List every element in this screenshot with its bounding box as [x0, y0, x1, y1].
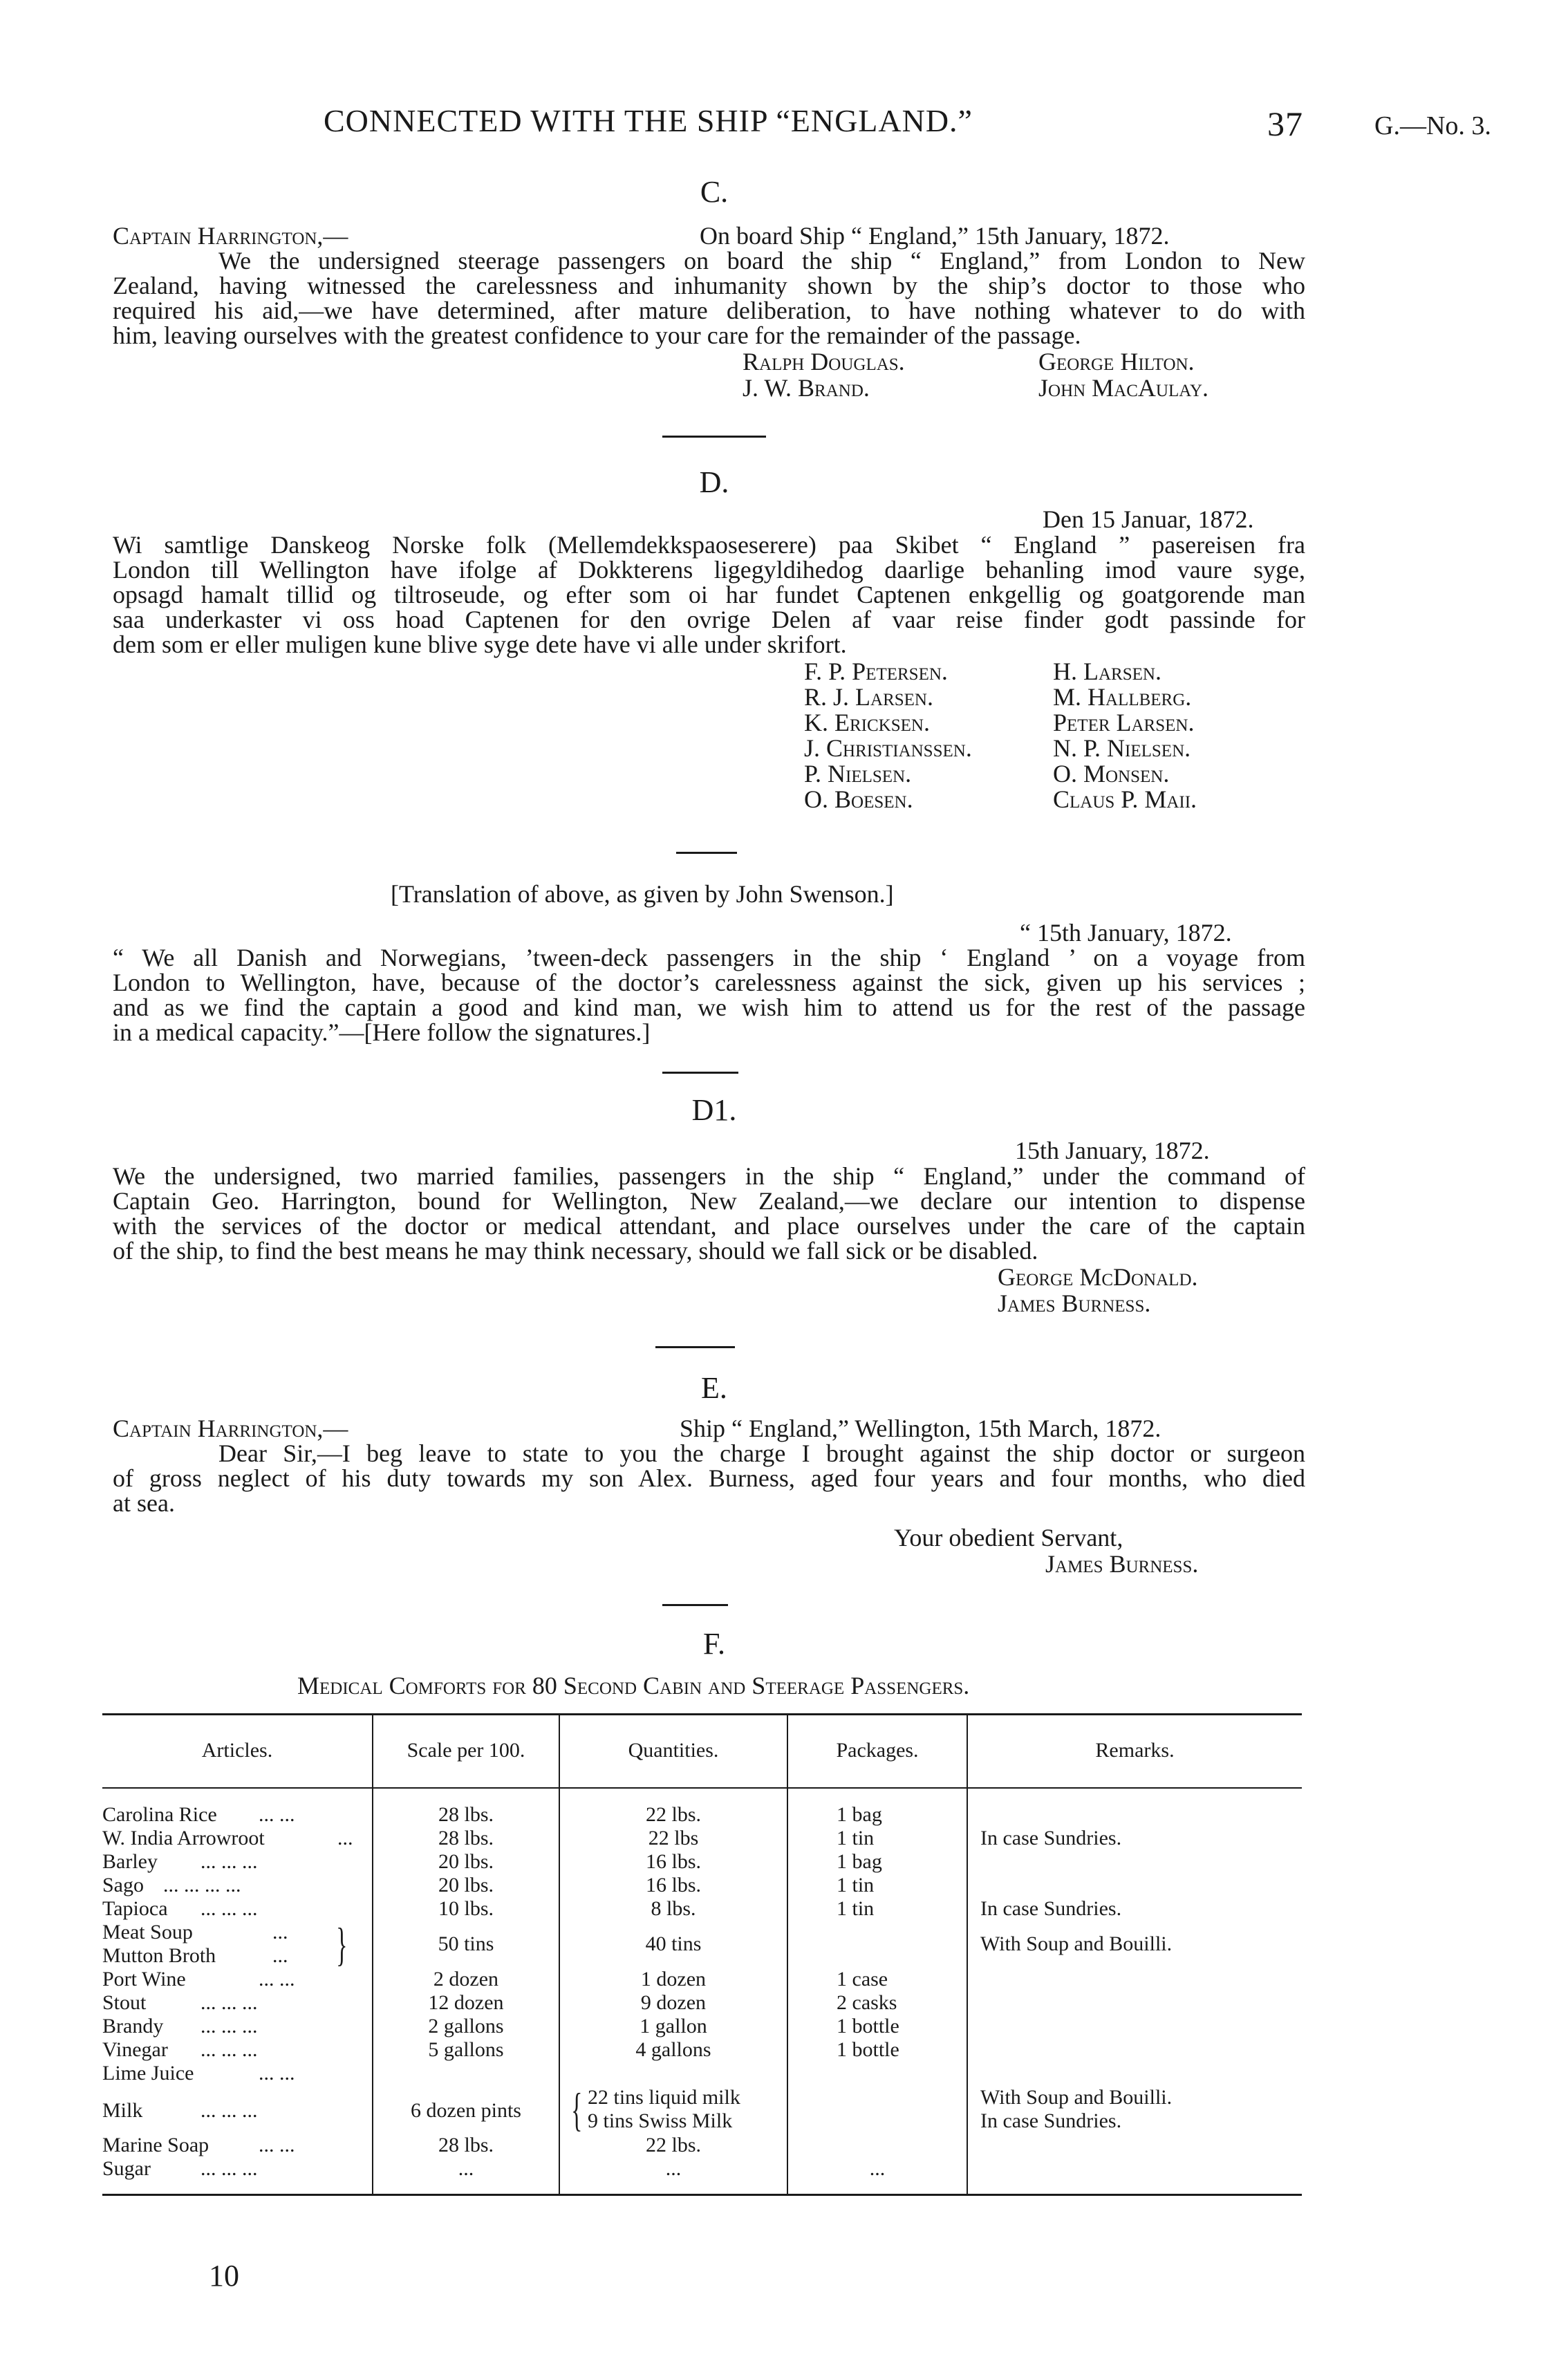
signature: J. W. Brand.: [743, 374, 870, 402]
package-cell: 1 case: [837, 1968, 888, 1991]
brace-icon: {: [571, 2083, 583, 2136]
scale-cell: 10 lbs.: [438, 1897, 494, 1920]
leader-dots: ...: [272, 1944, 288, 1967]
signature: F. P. Petersen.: [804, 658, 948, 685]
signature: K. Ericksen.: [804, 709, 930, 736]
article-cell: Mutton Broth: [102, 1944, 216, 1967]
section-e-place-date: Ship “ England,” Wellington, 15th March, 1872.: [680, 1415, 1161, 1442]
quantity-cell: 22 lbs.: [645, 1803, 701, 1826]
section-d-line-5: dem som er eller muligen kune blive syge dete have vi alle under skrifort.: [113, 631, 847, 658]
quantity-cell: 16 lbs.: [645, 1874, 701, 1896]
table-header-rule: [102, 1787, 1302, 1789]
signature: P. Nielsen.: [804, 760, 912, 787]
section-c-salutation: Captain Harrington,—: [113, 222, 348, 250]
quantity-cell: 9 tins Swiss Milk: [588, 2109, 733, 2132]
leader-dots: ... ...: [259, 1968, 295, 1991]
signature: George McDonald.: [998, 1263, 1198, 1291]
section-c-line-3: required his aid,—we have determined, after mature deliberation, to have nothing whatever to do with: [113, 297, 1305, 324]
footer-page-number: 10: [209, 2259, 239, 2293]
signature: J. Christianssen.: [804, 734, 972, 762]
leader-dots: ... ... ...: [200, 1991, 258, 2014]
signature: James Burness.: [998, 1289, 1151, 1317]
scale-cell: 12 dozen: [428, 1991, 504, 2014]
signature: James Burness.: [1045, 1550, 1199, 1578]
quantity-cell: 9 dozen: [640, 1991, 707, 2014]
leader-dots: ...: [272, 1921, 288, 1943]
article-cell: Vinegar: [102, 2038, 168, 2061]
section-d1-line-1: We the undersigned, two married families, passengers in the ship “ England,” under the command of: [113, 1162, 1305, 1190]
quantity-cell: 16 lbs.: [645, 1850, 701, 1873]
package-cell: 1 bottle: [837, 2015, 899, 2038]
leader-dots: ...: [337, 1827, 353, 1849]
quantity-cell: ...: [665, 2157, 682, 2180]
article-cell: Sugar: [102, 2157, 151, 2180]
translation-date: “ 15th January, 1872.: [1020, 919, 1232, 947]
column-header-scale: Scale per 100.: [407, 1739, 525, 1762]
scale-cell: ...: [458, 2157, 474, 2180]
remarks-cell: In case Sundries.: [980, 2109, 1122, 2132]
section-e-line-2: of gross neglect of his duty towards my son Alex. Burness, aged four years and four months, who died: [113, 1464, 1305, 1492]
scale-cell: 5 gallons: [428, 2038, 504, 2061]
section-d1-date: 15th January, 1872.: [1015, 1137, 1210, 1164]
leader-dots: ... ...: [259, 1803, 295, 1826]
section-c-line-4: him, leaving ourselves with the greatest confidence to your care for the remainder of the passage.: [113, 321, 1081, 349]
quantity-cell: 22 lbs.: [645, 2134, 701, 2156]
signature: Peter Larsen.: [1053, 709, 1195, 736]
leader-dots: ... ... ... ...: [163, 1874, 241, 1896]
package-cell: 2 casks: [837, 1991, 897, 2014]
section-f-letter: F.: [703, 1627, 725, 1661]
column-header-packages: Packages.: [836, 1739, 919, 1762]
article-cell: Carolina Rice: [102, 1803, 217, 1826]
quantity-cell: 8 lbs.: [651, 1897, 696, 1920]
article-cell: Lime Juice: [102, 2062, 194, 2085]
leader-dots: ... ... ...: [200, 2038, 258, 2061]
signature: George Hilton.: [1038, 348, 1195, 375]
quantity-cell: 40 tins: [645, 1932, 702, 1955]
article-cell: Tapioca: [102, 1897, 168, 1920]
table-bottom-rule: [102, 2194, 1302, 2196]
leader-dots: ... ... ...: [200, 1850, 258, 1873]
section-e-closing: Your obedient Servant,: [894, 1524, 1123, 1551]
signature: John MacAulay.: [1038, 374, 1209, 402]
leader-dots: ... ... ...: [200, 2015, 258, 2038]
divider: [655, 1346, 735, 1348]
translation-line-3: and as we find the captain a good and kind man, we wish him to attend us for the rest of the passage: [113, 994, 1305, 1021]
leader-dots: ... ...: [259, 2134, 295, 2156]
section-d-letter: D.: [699, 465, 729, 499]
remarks-cell: In case Sundries.: [980, 1827, 1122, 1849]
leader-dots: ... ... ...: [200, 1897, 258, 1920]
article-cell: Meat Soup: [102, 1921, 193, 1943]
section-e-letter: E.: [701, 1371, 727, 1405]
scale-cell: 28 lbs.: [438, 1827, 494, 1849]
table-top-rule: [102, 1713, 1302, 1715]
section-c-place-date: On board Ship “ England,” 15th January, 1872.: [700, 222, 1170, 250]
article-cell: Port Wine: [102, 1968, 186, 1991]
scale-cell: 2 gallons: [428, 2015, 504, 2038]
translation-line-1: “ We all Danish and Norwegians, ’tween-deck passengers in the ship ‘ England ’ on a voyage from: [113, 944, 1305, 971]
scale-cell: 20 lbs.: [438, 1874, 494, 1896]
signature: N. P. Nielsen.: [1053, 734, 1191, 762]
signature: Ralph Douglas.: [743, 348, 905, 375]
leader-dots: ... ...: [259, 2062, 295, 2085]
column-divider: [787, 1713, 788, 2194]
signature: R. J. Larsen.: [804, 683, 933, 711]
article-cell: Sago: [102, 1874, 144, 1896]
package-cell: 1 bag: [837, 1803, 882, 1826]
divider: [676, 852, 737, 854]
signature: M. Hallberg.: [1053, 683, 1192, 711]
column-header-quantities: Quantities.: [628, 1739, 719, 1762]
translation-heading: [Translation of above, as given by John Swenson.]: [391, 880, 894, 908]
section-d1-line-4: of the ship, to find the best means he may think necessary, should we fall sick or be disabled.: [113, 1237, 1038, 1265]
section-d-line-2: London till Wellington have ifolge af Dokkterens ligegyldihedog daarlige behanling imod vaure syge,: [113, 556, 1305, 584]
scale-cell: 2 dozen: [433, 1968, 499, 1991]
divider: [662, 436, 766, 438]
scale-cell: 6 dozen pints: [411, 2099, 521, 2122]
translation-line-4: in a medical capacity.”—[Here follow the signatures.]: [113, 1018, 651, 1046]
signature: O. Monsen.: [1053, 760, 1170, 787]
scale-cell: 50 tins: [438, 1932, 494, 1955]
section-e-line-1: Dear Sir,—I beg leave to state to you the charge I brought against the ship doctor or surgeon: [218, 1439, 1305, 1467]
brace-icon: }: [336, 1918, 348, 1970]
package-cell: 1 tin: [837, 1874, 875, 1896]
article-cell: W. India Arrowroot: [102, 1827, 265, 1849]
scale-cell: 28 lbs.: [438, 2134, 494, 2156]
section-c-line-1: We the undersigned steerage passengers on board the ship “ England,” from London to New: [218, 247, 1305, 274]
section-e-line-3: at sea.: [113, 1489, 175, 1517]
scale-cell: 20 lbs.: [438, 1850, 494, 1873]
running-title: CONNECTED WITH THE SHIP “ENGLAND.”: [324, 103, 973, 138]
section-d1-letter: D1.: [691, 1093, 737, 1127]
quantity-cell: 22 tins liquid milk: [588, 2086, 740, 2109]
package-cell: 1 bottle: [837, 2038, 899, 2061]
section-d1-line-2: Captain Geo. Harrington, bound for Wellington, New Zealand,—we declare our intention to dispense: [113, 1187, 1305, 1215]
section-d-line-4: saa underkaster vi oss hoad Captenen for den ovrige Delen af vaar reise finder godt passinde for: [113, 606, 1305, 633]
quantity-cell: 1 dozen: [640, 1968, 707, 1991]
table-caption: Medical Comforts for 80 Second Cabin and Steerage Passengers.: [297, 1672, 970, 1699]
column-header-articles: Articles.: [201, 1739, 273, 1762]
column-header-remarks: Remarks.: [1095, 1739, 1175, 1762]
remarks-cell: With Soup and Bouilli.: [980, 2086, 1173, 2109]
quantity-cell: 22 lbs: [648, 1827, 699, 1849]
section-d-line-3: opsagd hamalt tillid og tiltroseude, og efter som oi har fundet Captenen enkgellig og goatgorende man: [113, 581, 1305, 608]
quantity-cell: 4 gallons: [635, 2038, 711, 2061]
package-cell: 1 tin: [837, 1897, 875, 1920]
series-number: G.—No. 3.: [1374, 111, 1491, 140]
quantity-cell: 1 gallon: [640, 2015, 707, 2038]
article-cell: Brandy: [102, 2015, 164, 2038]
signature: Claus P. Maii.: [1053, 785, 1197, 813]
section-e-salutation: Captain Harrington,—: [113, 1415, 348, 1442]
translation-line-2: London to Wellington, have, because of the doctor’s carelessness against the sick, given up his services ;: [113, 969, 1305, 996]
remarks-cell: In case Sundries.: [980, 1897, 1122, 1920]
package-cell: 1 tin: [837, 1827, 875, 1849]
divider: [662, 1604, 728, 1606]
scale-cell: 28 lbs.: [438, 1803, 494, 1826]
signature: H. Larsen.: [1053, 658, 1161, 685]
page-number: 37: [1267, 104, 1303, 143]
section-d1-line-3: with the services of the doctor or medical attendant, and place ourselves under the care of the captain: [113, 1212, 1305, 1240]
article-cell: Marine Soap: [102, 2134, 209, 2156]
package-cell: ...: [869, 2157, 886, 2180]
column-divider: [967, 1713, 968, 2194]
divider: [662, 1072, 738, 1074]
leader-dots: ... ... ...: [200, 2157, 258, 2180]
section-c-letter: C.: [700, 175, 729, 209]
article-cell: Barley: [102, 1850, 158, 1873]
signature: O. Boesen.: [804, 785, 913, 813]
leader-dots: ... ... ...: [200, 2099, 258, 2122]
section-c-line-2: Zealand, having witnessed the carelessness and inhumanity shown by the ship’s doctor to those who: [113, 272, 1305, 299]
section-d-line-1: Wi samtlige Danskeog Norske folk (Mellemdekkspaoseserere) paa Skibet “ England ” pasereisen fra: [113, 531, 1305, 559]
section-d-date: Den 15 Januar, 1872.: [1043, 505, 1254, 533]
package-cell: 1 bag: [837, 1850, 882, 1873]
remarks-cell: With Soup and Bouilli.: [980, 1932, 1173, 1955]
article-cell: Stout: [102, 1991, 147, 2014]
article-cell: Milk: [102, 2099, 143, 2122]
